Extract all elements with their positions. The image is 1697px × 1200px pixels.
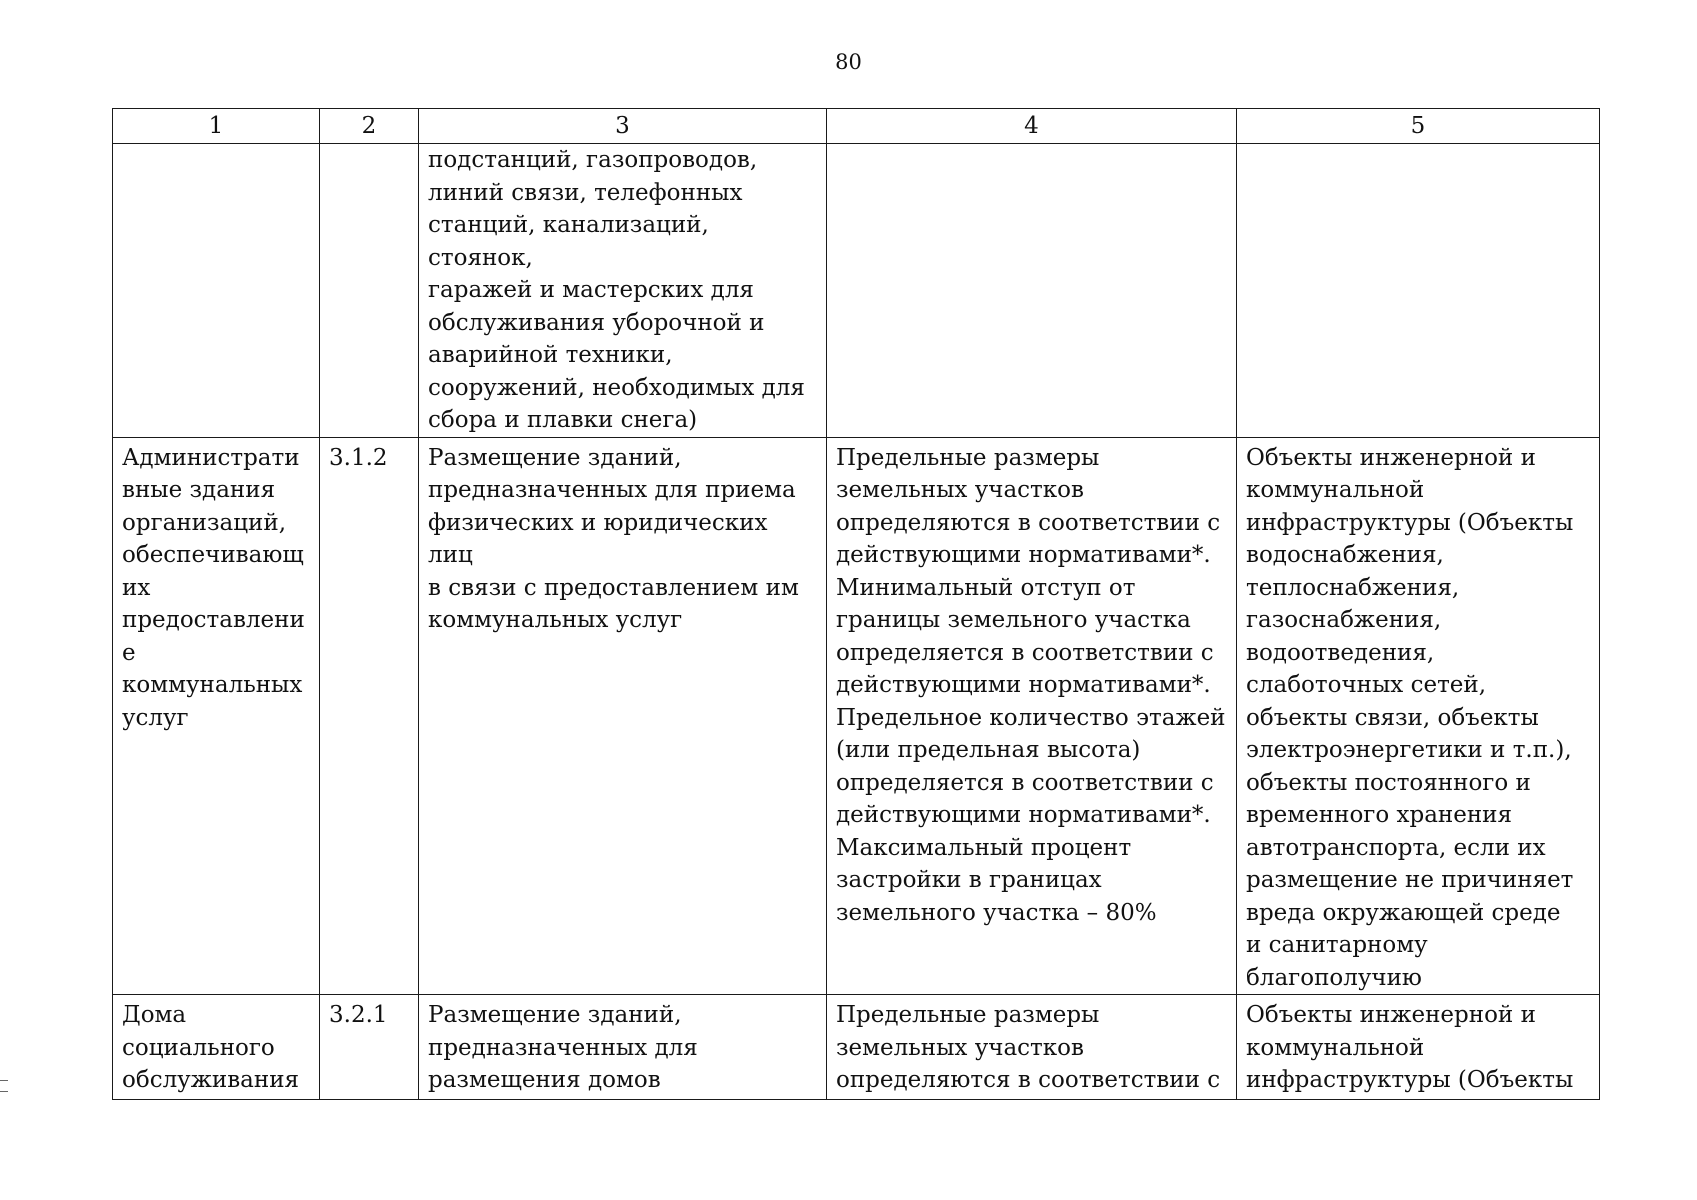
row-2-parameters-cell [827, 437, 1237, 995]
row-2-type-cell [113, 437, 320, 995]
cell-text: Предельные размеры земельных участков определяются в соответствии с [836, 1002, 1221, 1093]
row-2-code-cell [320, 437, 419, 995]
row-1-parameters-cell [827, 144, 1237, 438]
column-header-5: 5 [1237, 109, 1600, 144]
table-row [113, 437, 1600, 995]
cell-text: подстанций, газопроводов, линий связи, телефонных станций, канализаций, стоянок, гаражей и мастерских для обслуживания уборочной и аварийной техники, сооружений, необходимых для сбора и плавки снега) [428, 147, 805, 433]
row-1-code-cell [320, 144, 419, 438]
cell-text: Размещение зданий, предназначенных для приема физических и юридических лиц в связи с предоставлением им коммунальных услуг [428, 444, 799, 633]
row-3-auxiliary-cell [1237, 995, 1600, 1100]
cell-text: Объекты инженерной и коммунальной инфраструктуры (Объекты [1246, 1002, 1574, 1093]
column-header-3: 3 [419, 109, 827, 144]
land-use-table [112, 108, 1600, 1100]
row-3-description-cell [419, 995, 827, 1100]
scan-margin-mark [0, 1080, 8, 1092]
column-header-4: 4 [827, 109, 1237, 144]
table-header-row [113, 109, 1600, 144]
cell-text: 3.2.1 [329, 1002, 388, 1028]
table-row [113, 995, 1600, 1100]
cell-text: Объекты инженерной и коммунальной инфраструктуры (Объекты водоснабжения, теплоснабжения, газоснабжения, водоотведения, слаботочных сетей, объекты связи, объекты электроэнергетики и т.п.), объекты постоянного и временного хранения автотранспорта, если их размещение не причиняет вреда окружающей среде и санитарному благополучию [1246, 444, 1574, 991]
cell-text: Предельные размеры земельных участков определяются в соответствии с действующими нормативами*. Минимальный отступ от границы земельного участка определяется в соответствии с действующими нормативами*. Предельное количество этажей (или предельная высота) определяется в соответствии с действующими нормативами*. Максимальный процент застройки в границах земельного участка – 80% [836, 444, 1226, 926]
row-1-type-cell [113, 144, 320, 438]
row-3-code-cell [320, 995, 419, 1100]
row-3-type-cell [113, 995, 320, 1100]
cell-text: Дома социального обслуживания [122, 1002, 300, 1093]
column-header-2: 2 [320, 109, 419, 144]
cell-text: Администрати вные здания организаций, обеспечивающ их предоставлени е коммунальных услуг [122, 444, 305, 731]
row-1-auxiliary-cell [1237, 144, 1600, 438]
cell-text: Размещение зданий, предназначенных для размещения домов [428, 1002, 698, 1093]
row-1-description-cell [419, 144, 827, 438]
page-number: 80 [835, 50, 862, 74]
table-row [113, 144, 1600, 438]
row-3-parameters-cell [827, 995, 1237, 1100]
row-2-auxiliary-cell [1237, 437, 1600, 995]
row-2-description-cell [419, 437, 827, 995]
column-header-1: 1 [113, 109, 320, 144]
cell-text: 3.1.2 [329, 444, 388, 471]
